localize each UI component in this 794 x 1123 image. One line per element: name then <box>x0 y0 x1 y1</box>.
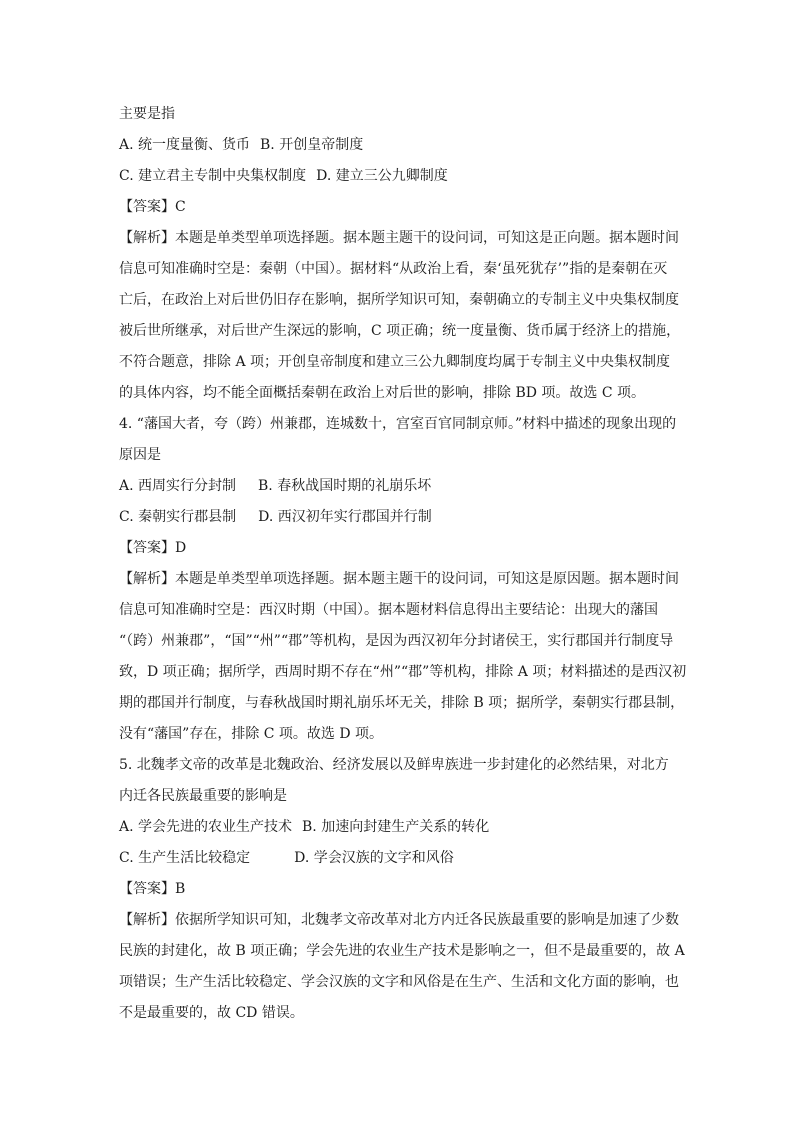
analysis-line: 亡后，在政治上对后世仍旧存在影响，据所学知识可知，秦朝确立的专制主义中央集权制度 <box>119 292 679 308</box>
option-a: A. 统一度量衡、货币 <box>119 137 251 153</box>
document-page <box>119 99 687 1029</box>
question-3-stem-tail: 主要是指 <box>119 106 175 122</box>
analysis-line: 被后世所继承，对后世产生深远的影响，C 项正确；统一度量衡、货币属于经济上的措施， <box>119 323 681 339</box>
answer-label: 【答案】D <box>119 540 187 556</box>
question-4-options-row-1 <box>119 471 679 502</box>
analysis-line: 信息可知准确时空是：西汉时期（中国）。据本题材料信息得出主要结论：出现大的藩国 <box>119 602 658 618</box>
option-b: B. 加速向封建生产关系的转化 <box>302 819 490 835</box>
option-a: A. 西周实行分封制 <box>119 478 237 494</box>
answer-label: 【答案】B <box>119 881 186 897</box>
analysis-line: 民族的封建化，故 B 项正确；学会先进的农业生产技术是影响之一，但不是最重要的，故 A <box>119 943 685 959</box>
analysis-block <box>119 223 679 409</box>
option-c: C. 秦朝实行郡县制 <box>119 509 237 525</box>
question-5-options-row-1 <box>119 812 679 843</box>
option-a: A. 学会先进的农业生产技术 <box>119 819 293 835</box>
question-4-stem: 原因是 <box>119 447 161 463</box>
option-b: B. 春秋战国时期的礼崩乐坏 <box>258 478 432 494</box>
question-3-options-row-1 <box>119 130 679 161</box>
analysis-line: 不符合题意，排除 A 项；开创皇帝制度和建立三公九卿制度均属于专制主义中央集权制度 <box>119 354 671 370</box>
analysis-line: 【解析】本题是单类型单项选择题。据本题主题干的设问词，可知这是正向题。据本题时间 <box>119 230 679 246</box>
question-3 <box>119 99 679 409</box>
question-5-stem: 5. 北魏孝文帝的改革是北魏政治、经济发展以及鲜卑族进一步封建化的必然结果，对北方 <box>119 757 669 773</box>
analysis-line: 【解析】依据所学知识可知，北魏孝文帝改革对北方内迁各民族最重要的影响是加速了少数 <box>119 912 679 928</box>
option-c: C. 建立君主专制中央集权制度 <box>119 168 307 184</box>
question-4-stem: 4. “藩国大者，夸（跨）州兼郡，连城数十，宫室百官同制京师。”材料中描述的现象出现的 <box>119 416 677 432</box>
option-d: D. 西汉初年实行郡国并行制 <box>258 509 432 525</box>
analysis-block <box>119 564 687 750</box>
question-5 <box>119 750 685 1029</box>
question-5-options-row-2 <box>119 843 679 874</box>
question-5-stem: 内迁各民族最重要的影响是 <box>119 788 287 804</box>
analysis-line: 致，D 项正确；据所学，西周时期不存在“州”“郡”等机构，排除 A 项；材料描述的是西汉初 <box>119 664 687 680</box>
analysis-line: 的具体内容，均不能全面概括秦朝在政治上对后世的影响，排除 BD 项。故选 C 项。 <box>119 385 646 401</box>
question-4 <box>119 409 687 750</box>
analysis-line: 不是最重要的，故 CD 错误。 <box>119 1005 304 1021</box>
analysis-line: 项错误；生产生活比较稳定、学会汉族的文字和风俗是在生产、生活和文化方面的影响，也 <box>119 974 679 990</box>
question-4-options-row-2 <box>119 502 679 533</box>
option-c: C. 生产生活比较稳定 <box>119 850 251 866</box>
option-b: B. 开创皇帝制度 <box>260 137 364 153</box>
answer-label: 【答案】C <box>119 199 186 215</box>
option-d: D. 学会汉族的文字和风俗 <box>294 850 454 866</box>
question-3-options-row-2 <box>119 161 679 192</box>
option-d: D. 建立三公九卿制度 <box>316 168 448 184</box>
analysis-line: 【解析】本题是单类型单项选择题。据本题主题干的设问词，可知这是原因题。据本题时间 <box>119 571 679 587</box>
analysis-line: 期的郡国并行制度，与春秋战国时期礼崩乐坏无关，排除 B 项；据所学，秦朝实行郡县制， <box>119 695 685 711</box>
analysis-line: “（跨）州兼郡”，“国”“州”“郡”等机构，是因为西汉初年分封诸侯王，实行郡国并行制度导 <box>119 633 674 649</box>
analysis-block <box>119 905 685 1029</box>
analysis-line: 信息可知准确时空是：秦朝（中国）。据材料“从政治上看，秦‘虽死犹存’”指的是秦朝在灭 <box>119 261 668 277</box>
analysis-line: 没有“藩国”存在，排除 C 项。故选 D 项。 <box>119 726 384 742</box>
